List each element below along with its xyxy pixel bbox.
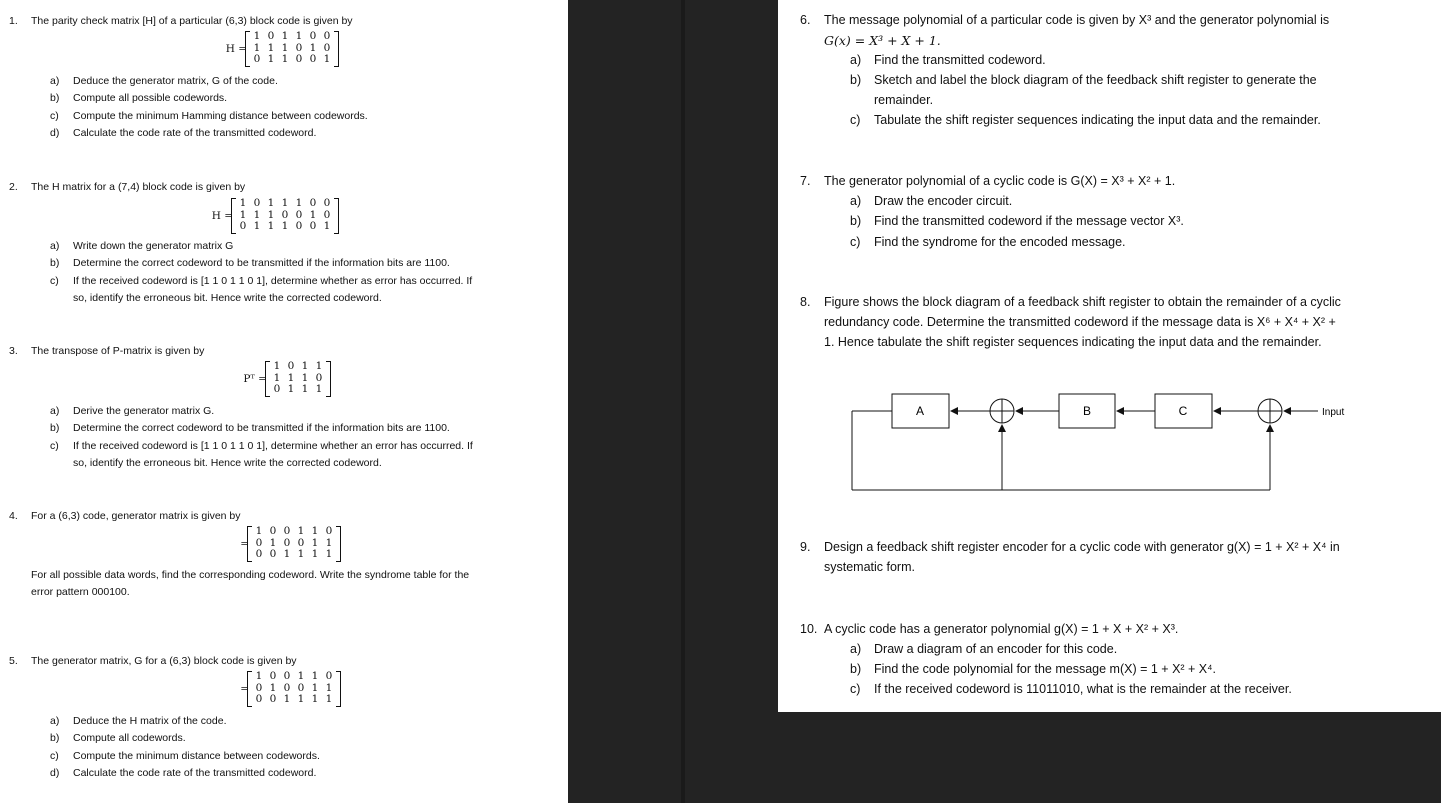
part-text: Derive the generator matrix G. <box>73 405 215 417</box>
part-text: remainder. <box>874 93 934 107</box>
matrix-bracket-right <box>336 671 341 707</box>
part-letter: b) <box>850 662 862 676</box>
matrix-cell: 0 <box>295 41 303 54</box>
matrix-cell: 1 <box>315 360 323 372</box>
matrix-grid <box>250 31 334 66</box>
matrix-cell: 1 <box>295 197 303 209</box>
part-letter: c) <box>50 274 59 287</box>
part-text: Compute all possible codewords. <box>73 92 228 105</box>
matrix-bracket-right <box>334 198 339 234</box>
matrix-label: = <box>240 683 249 695</box>
left-document-page <box>0 0 568 803</box>
matrix-cell: 1 <box>301 371 309 384</box>
part-letter: a) <box>50 715 60 727</box>
matrix-cell: 1 <box>283 693 291 705</box>
part-letter: b) <box>50 732 60 745</box>
matrix-cell: 1 <box>325 548 333 560</box>
matrix-cell: 0 <box>283 525 291 537</box>
question-number: 2. <box>9 181 18 193</box>
part-text: Tabulate the shift register sequences indicating the input data and the remainder. <box>874 113 1321 127</box>
matrix-cell: 1 <box>301 360 309 372</box>
matrix-cell: 1 <box>311 536 319 549</box>
matrix-cell: 0 <box>239 220 247 232</box>
matrix-bracket-right <box>326 361 331 397</box>
matrix-cell: 1 <box>311 670 319 682</box>
matrix-cell: 1 <box>297 670 305 682</box>
matrix-cell: 1 <box>323 53 331 65</box>
part-text: If the received codeword is [1 1 0 1 1 0 1], determine whether an error has occurred. If <box>73 439 473 452</box>
part-letter: c) <box>50 109 59 122</box>
part-text: Find the code polynomial for the message m(X) = 1 + X² + X⁴. <box>874 662 1216 676</box>
part-text: Deduce the generator matrix, G of the code. <box>73 75 278 87</box>
part-letter: a) <box>850 642 862 656</box>
matrix-cell: 1 <box>325 693 333 705</box>
part-text: Calculate the code rate of the transmitted codeword. <box>73 126 317 139</box>
part-text: Find the syndrome for the encoded message. <box>874 234 1126 249</box>
matrix-cell: 1 <box>309 208 317 221</box>
part-letter: b) <box>850 214 862 229</box>
matrix-row <box>270 361 326 373</box>
part-text: Find the transmitted codeword if the message vector X³. <box>874 214 1184 229</box>
matrix-row <box>252 538 336 550</box>
matrix-label: = <box>240 538 249 550</box>
matrix-cell: 0 <box>283 670 291 682</box>
h-matrix <box>211 197 334 233</box>
xor-adder-icon <box>1258 399 1282 423</box>
matrix-cell: 1 <box>273 371 281 384</box>
part-letter: c) <box>50 439 59 452</box>
question-number: 5. <box>9 655 18 667</box>
matrix-cell: 0 <box>269 670 277 682</box>
question-stem: Design a feedback shift register encoder for a cyclic code with generator g(X) = 1 + X² + X⁴ in <box>824 540 1340 554</box>
matrix-cell: 0 <box>323 197 331 209</box>
generator-polynomial: G(x) = X³ + X + 1. <box>824 33 941 48</box>
part-text: Calculate the code rate of the transmitted codeword. <box>73 766 317 779</box>
matrix-row <box>252 694 336 706</box>
register-a-label: A <box>915 404 925 418</box>
matrix-row <box>250 43 334 55</box>
matrix-cell: 1 <box>239 208 247 221</box>
matrix-cell: 1 <box>281 30 289 42</box>
matrix-row <box>270 384 326 396</box>
part-text: Compute the minimum Hamming distance between codewords. <box>73 109 368 122</box>
matrix-cell: 1 <box>297 525 305 537</box>
matrix-cell: 0 <box>295 53 303 65</box>
matrix-cell: 1 <box>269 681 277 694</box>
part-text: Write down the generator matrix G <box>73 240 234 252</box>
matrix-bracket-right <box>334 31 339 67</box>
part-text: Deduce the H matrix of the code. <box>73 715 227 727</box>
question-stem: The transpose of P-matrix is given by <box>31 345 205 357</box>
parity-check-matrix <box>225 30 334 66</box>
matrix-label: H = <box>211 210 233 222</box>
matrix-cell: 1 <box>311 548 319 560</box>
matrix-cell: 1 <box>253 220 261 232</box>
matrix-cell: 1 <box>297 548 305 560</box>
part-text: Draw a diagram of an encoder for this code. <box>874 642 1118 656</box>
matrix-cell: 0 <box>315 371 323 384</box>
matrix-cell: 0 <box>283 536 291 549</box>
register-b-label: B <box>1082 404 1092 418</box>
question-stem: systematic form. <box>824 560 915 574</box>
part-text: Compute all codewords. <box>73 732 186 745</box>
register-c-label: C <box>1178 404 1188 418</box>
part-letter: b) <box>50 422 60 435</box>
matrix-cell: 1 <box>281 197 289 209</box>
matrix-grid <box>252 526 336 561</box>
question-stem: The parity check matrix [H] of a particular (6,3) block code is given by <box>31 15 353 27</box>
matrix-cell: 0 <box>295 220 303 232</box>
matrix-row <box>252 671 336 683</box>
matrix-cell: 1 <box>301 383 309 395</box>
generator-matrix <box>240 670 336 706</box>
matrix-cell: 1 <box>323 220 331 232</box>
matrix-cell: 1 <box>267 41 275 54</box>
matrix-row <box>252 526 336 538</box>
matrix-cell: 1 <box>295 30 303 42</box>
matrix-cell: 1 <box>255 670 263 682</box>
part-letter: c) <box>50 749 59 762</box>
part-text: so, identify the erroneous bit. Hence write the corrected codeword. <box>73 291 382 304</box>
matrix-cell: 0 <box>269 693 277 705</box>
feedback-shift-register-diagram <box>778 380 1441 500</box>
question-number: 4. <box>9 510 18 522</box>
matrix-cell: 1 <box>255 525 263 537</box>
matrix-cell: 1 <box>281 220 289 232</box>
matrix-cell: 1 <box>281 53 289 65</box>
matrix-cell: 1 <box>287 383 295 395</box>
matrix-row <box>250 31 334 43</box>
question-stem: 1. Hence tabulate the shift register sequences indicating the input data and the remainder. <box>824 335 1322 349</box>
question-stem: For a (6,3) code, generator matrix is given by <box>31 510 241 522</box>
part-text: Determine the correct codeword to be transmitted if the information bits are 1100. <box>73 257 450 270</box>
matrix-cell: 1 <box>267 220 275 232</box>
question-text: error pattern 000100. <box>31 586 130 598</box>
question-number: 7. <box>800 174 811 188</box>
matrix-bracket-left <box>247 671 252 707</box>
question-stem: The H matrix for a (7,4) block code is given by <box>31 181 246 193</box>
matrix-row <box>250 54 334 66</box>
matrix-cell: 1 <box>267 53 275 65</box>
matrix-cell: 0 <box>287 360 295 372</box>
matrix-cell: 1 <box>273 360 281 372</box>
matrix-cell: 0 <box>309 53 317 65</box>
matrix-label: Pᵀ = <box>243 373 267 385</box>
part-letter: a) <box>50 240 60 252</box>
question-stem: redundancy code. Determine the transmitted codeword if the message data is X⁶ + X⁴ + X² + <box>824 315 1336 329</box>
matrix-cell: 0 <box>273 383 281 395</box>
generator-matrix <box>240 525 336 561</box>
question-stem: A cyclic code has a generator polynomial g(X) = 1 + X + X² + X³. <box>824 622 1179 636</box>
question-number: 8. <box>800 295 811 309</box>
part-text: Determine the correct codeword to be transmitted if the information bits are 1100. <box>73 422 450 435</box>
matrix-cell: 0 <box>323 30 331 42</box>
part-text: Find the transmitted codeword. <box>874 53 1046 67</box>
matrix-cell: 0 <box>295 208 303 221</box>
matrix-cell: 0 <box>255 536 263 549</box>
window-divider <box>681 0 685 803</box>
matrix-cell: 0 <box>325 525 333 537</box>
matrix-cell: 1 <box>325 681 333 694</box>
matrix-bracket-left <box>245 31 250 67</box>
matrix-row <box>236 221 334 233</box>
matrix-cell: 0 <box>325 670 333 682</box>
matrix-cell: 0 <box>323 41 331 54</box>
matrix-bracket-left <box>231 198 236 234</box>
part-text: Compute the minimum distance between codewords. <box>73 749 320 762</box>
matrix-cell: 1 <box>253 41 261 54</box>
question-number: 3. <box>9 345 18 357</box>
matrix-label: H = <box>225 43 247 55</box>
matrix-cell: 1 <box>287 371 295 384</box>
part-letter: a) <box>50 405 60 417</box>
matrix-cell: 0 <box>323 208 331 221</box>
question-stem: The generator polynomial of a cyclic code is G(X) = X³ + X² + 1. <box>824 174 1176 188</box>
matrix-cell: 1 <box>297 693 305 705</box>
matrix-cell: 0 <box>255 693 263 705</box>
matrix-cell: 0 <box>309 197 317 209</box>
matrix-cell: 1 <box>267 197 275 209</box>
question-stem: Figure shows the block diagram of a feedback shift register to obtain the remainder of a cyclic <box>824 295 1341 309</box>
matrix-cell: 0 <box>281 208 289 221</box>
part-text: Sketch and label the block diagram of the feedback shift register to generate the <box>874 73 1317 87</box>
part-letter: a) <box>50 75 60 87</box>
matrix-cell: 1 <box>311 525 319 537</box>
part-text: If the received codeword is 11011010, what is the remainder at the receiver. <box>874 682 1292 696</box>
part-letter: d) <box>50 126 60 139</box>
question-number: 1. <box>9 15 18 27</box>
part-letter: c) <box>850 234 861 249</box>
part-text: Draw the encoder circuit. <box>874 194 1013 208</box>
matrix-cell: 1 <box>253 30 261 42</box>
xor-adder-icon <box>990 399 1014 423</box>
matrix-cell: 1 <box>315 383 323 395</box>
matrix-cell: 0 <box>309 220 317 232</box>
question-stem: The generator matrix, G for a (6,3) block code is given by <box>31 655 297 667</box>
matrix-cell: 0 <box>253 53 261 65</box>
question-stem: The message polynomial of a particular code is given by X³ and the generator polynomial is <box>824 13 1330 27</box>
part-text: so, identify the erroneous bit. Hence write the corrected codeword. <box>73 456 382 469</box>
input-label: Input <box>1322 407 1345 418</box>
part-letter: c) <box>850 113 861 127</box>
matrix-cell: 0 <box>255 681 263 694</box>
matrix-cell: 0 <box>255 548 263 560</box>
matrix-grid <box>236 198 334 233</box>
matrix-row <box>252 549 336 561</box>
matrix-row <box>252 683 336 695</box>
matrix-cell: 0 <box>269 525 277 537</box>
matrix-cell: 0 <box>269 548 277 560</box>
matrix-cell: 0 <box>253 197 261 209</box>
part-text: If the received codeword is [1 1 0 1 1 0 1], determine whether as error has occurred. If <box>73 274 473 287</box>
matrix-bracket-right <box>336 526 341 562</box>
matrix-cell: 0 <box>297 681 305 694</box>
matrix-cell: 1 <box>239 197 247 209</box>
matrix-grid <box>252 671 336 706</box>
matrix-cell: 1 <box>269 536 277 549</box>
matrix-cell: 1 <box>283 548 291 560</box>
matrix-cell: 1 <box>281 41 289 54</box>
matrix-bracket-left <box>265 361 270 397</box>
part-letter: d) <box>50 766 60 779</box>
part-letter: a) <box>850 53 862 67</box>
matrix-cell: 1 <box>267 208 275 221</box>
matrix-cell: 1 <box>309 41 317 54</box>
question-number: 10. <box>800 622 818 636</box>
matrix-cell: 0 <box>267 30 275 42</box>
matrix-cell: 0 <box>283 681 291 694</box>
right-document-page <box>778 0 1441 712</box>
part-letter: b) <box>850 73 862 87</box>
p-transpose-matrix <box>243 360 326 396</box>
matrix-bracket-left <box>247 526 252 562</box>
question-number: 6. <box>800 13 811 27</box>
part-letter: a) <box>850 194 862 208</box>
matrix-cell: 1 <box>311 681 319 694</box>
matrix-grid <box>270 361 326 396</box>
matrix-cell: 1 <box>253 208 261 221</box>
question-text: For all possible data words, find the corresponding codeword. Write the syndrome table for the <box>31 569 470 581</box>
question-number: 9. <box>800 540 811 554</box>
matrix-cell: 1 <box>325 536 333 549</box>
part-letter: b) <box>50 92 60 105</box>
matrix-cell: 1 <box>311 693 319 705</box>
matrix-cell: 0 <box>297 536 305 549</box>
matrix-row <box>236 198 334 210</box>
part-letter: c) <box>850 682 861 696</box>
part-letter: b) <box>50 257 60 270</box>
matrix-cell: 0 <box>309 30 317 42</box>
